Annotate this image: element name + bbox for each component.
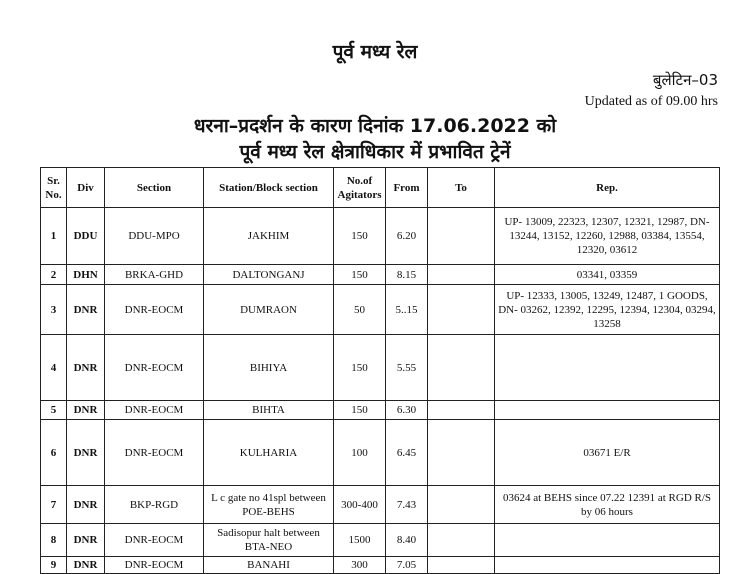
cell-div: DNR — [67, 420, 105, 486]
cell-div: DNR — [67, 401, 105, 420]
cell-to — [428, 557, 495, 574]
cell-rep: 03671 E/R — [495, 420, 720, 486]
cell-rep — [495, 335, 720, 401]
cell-agitators: 1500 — [334, 524, 386, 557]
cell-from: 6.20 — [386, 208, 428, 265]
cell-rep: UP- 12333, 13005, 13249, 12487, 1 GOODS, DN- 03262, 12392, 12295, 12394, 12304, 03294, 13258 — [495, 285, 720, 335]
cell-from: 7.43 — [386, 486, 428, 524]
cell-sr: 1 — [41, 208, 67, 265]
cell-section: DNR-EOCM — [105, 420, 204, 486]
table-row — [41, 557, 720, 574]
cell-from: 6.30 — [386, 401, 428, 420]
col-header-rep: Rep. — [495, 168, 720, 208]
cell-to — [428, 401, 495, 420]
cell-div: DNR — [67, 557, 105, 574]
cell-agitators: 300 — [334, 557, 386, 574]
cell-section: DDU-MPO — [105, 208, 204, 265]
cell-rep: 03341, 03359 — [495, 265, 720, 285]
cell-from: 5.55 — [386, 335, 428, 401]
cell-agitators: 150 — [334, 335, 386, 401]
cell-rep — [495, 401, 720, 420]
bulletin-number: बुलेटिन–03 — [652, 71, 718, 89]
cell-sr: 2 — [41, 265, 67, 285]
col-header-section: Section — [105, 168, 204, 208]
cell-station: JAKHIM — [204, 208, 334, 265]
cell-section: DNR-EOCM — [105, 335, 204, 401]
cell-from: 8.40 — [386, 524, 428, 557]
col-header-agitators: No.of Agitators — [334, 168, 386, 208]
cell-station: DUMRAON — [204, 285, 334, 335]
cell-station: KULHARIA — [204, 420, 334, 486]
col-header-div: Div — [67, 168, 105, 208]
col-header-station: Station/Block section — [204, 168, 334, 208]
affected-trains-table — [40, 167, 720, 574]
table-row — [41, 420, 720, 486]
cell-section: BRKA-GHD — [105, 265, 204, 285]
cell-agitators: 100 — [334, 420, 386, 486]
cell-sr: 3 — [41, 285, 67, 335]
cell-sr: 8 — [41, 524, 67, 557]
document-title-line2: पूर्व मध्य रेल क्षेत्राधिकार में प्रभावित ट्रेनें — [239, 141, 511, 163]
table-row — [41, 208, 720, 265]
table-row — [41, 265, 720, 285]
cell-section: DNR-EOCM — [105, 524, 204, 557]
cell-sr: 7 — [41, 486, 67, 524]
table-row — [41, 401, 720, 420]
cell-sr: 5 — [41, 401, 67, 420]
cell-station: DALTONGANJ — [204, 265, 334, 285]
cell-to — [428, 285, 495, 335]
document-title-line1: धरना–प्रदर्शन के कारण दिनांक 17.06.2022 को — [193, 115, 557, 137]
cell-sr: 6 — [41, 420, 67, 486]
cell-div: DNR — [67, 524, 105, 557]
table-row — [41, 335, 720, 401]
cell-agitators: 50 — [334, 285, 386, 335]
table-header-row — [41, 168, 720, 208]
table-row — [41, 524, 720, 557]
cell-div: DNR — [67, 335, 105, 401]
cell-station: BIHTA — [204, 401, 334, 420]
cell-from: 8.15 — [386, 265, 428, 285]
cell-section: DNR-EOCM — [105, 557, 204, 574]
cell-station: BANAHI — [204, 557, 334, 574]
cell-from: 7.05 — [386, 557, 428, 574]
col-header-sr: Sr. No. — [41, 168, 67, 208]
cell-to — [428, 420, 495, 486]
cell-to — [428, 335, 495, 401]
cell-station: Sadisopur halt between BTA-NEO — [204, 524, 334, 557]
cell-section: BKP-RGD — [105, 486, 204, 524]
cell-to — [428, 208, 495, 265]
cell-section: DNR-EOCM — [105, 285, 204, 335]
cell-rep — [495, 524, 720, 557]
col-header-to: To — [428, 168, 495, 208]
table-row — [41, 486, 720, 524]
cell-to — [428, 265, 495, 285]
cell-sr: 9 — [41, 557, 67, 574]
cell-rep: 03624 at BEHS since 07.22 12391 at RGD R/S by 06 hours — [495, 486, 720, 524]
updated-time: Updated as of 09.00 hrs — [584, 94, 718, 109]
cell-sr: 4 — [41, 335, 67, 401]
cell-agitators: 150 — [334, 265, 386, 285]
cell-station: BIHIYA — [204, 335, 334, 401]
cell-from: 6.45 — [386, 420, 428, 486]
cell-agitators: 150 — [334, 401, 386, 420]
cell-agitators: 150 — [334, 208, 386, 265]
table-row — [41, 285, 720, 335]
cell-to — [428, 524, 495, 557]
cell-div: DHN — [67, 265, 105, 285]
cell-from: 5..15 — [386, 285, 428, 335]
cell-rep: UP- 13009, 22323, 12307, 12321, 12987, DN-13244, 13152, 12260, 12988, 03384, 13554, 12320, 03612 — [495, 208, 720, 265]
cell-section: DNR-EOCM — [105, 401, 204, 420]
cell-div: DNR — [67, 285, 105, 335]
cell-div: DNR — [67, 486, 105, 524]
col-header-from: From — [386, 168, 428, 208]
cell-div: DDU — [67, 208, 105, 265]
cell-agitators: 300-400 — [334, 486, 386, 524]
cell-to — [428, 486, 495, 524]
organization-title: पूर्व मध्य रेल — [332, 41, 418, 63]
cell-station: L c gate no 41spl between POE-BEHS — [204, 486, 334, 524]
cell-rep — [495, 557, 720, 574]
